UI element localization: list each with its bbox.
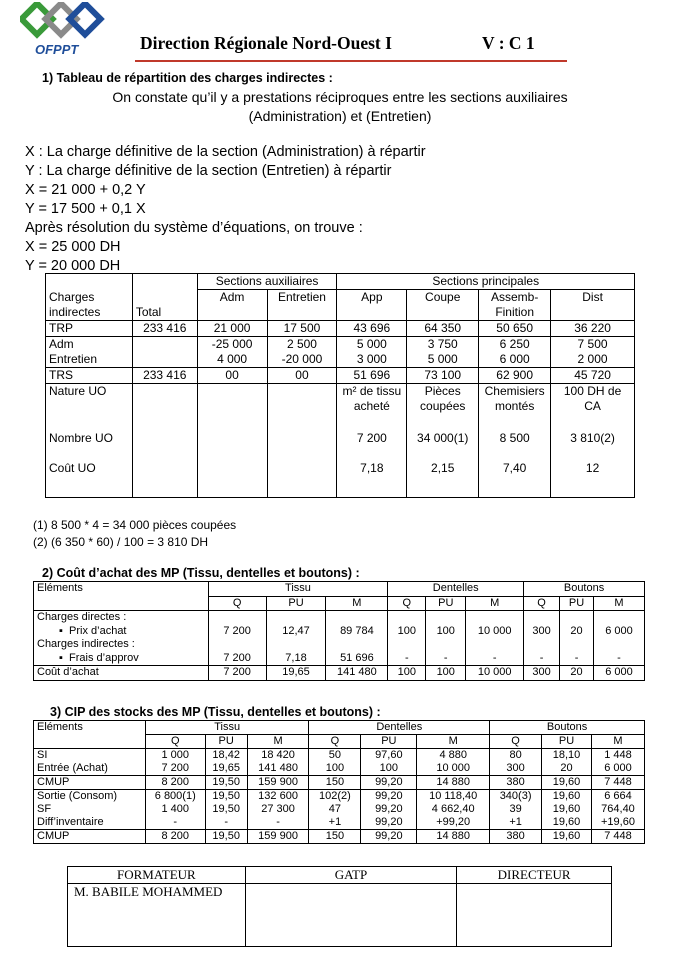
equation-line: Après résolution du système d’équations, on trouve :: [25, 220, 363, 236]
section1-intro-line2: (Administration) et (Entretien): [248, 108, 432, 124]
equation-line: Y = 20 000 DH: [25, 258, 121, 274]
cip-table-body: [34, 749, 645, 844]
table-row: Coût d’achat 7 200 19,65 141 480 100 100 10 000 300 20 6 000: [34, 666, 645, 681]
group-main: Sections principales: [337, 274, 635, 290]
cip-stocks-table: Eléments Tissu Dentelles Boutons Q PU M Q PU M Q PU M SI 1 000 18,42 18 420 50 97,60 4 880 80 18,10 1 448 Entrée (Achat) 7 200 19,65 141 480 100 100 10 000 300 20 6 000 CMUP 8 200 19,50 159 900 150 99,20 14 880 380 19,60 7 448 Sortie (Consom) 6 800(1) 19,50 132 600 102(2) 99,20 10 118,40 340(3) 19,60 6 664 SF 1 400 19,50 27 300 47 99,20 4 662,40 39 19,60 764,40 Diff’inventaire - - - +1 99,20 +99,20 +1 19,60 +19,60 CMUP 8 200 19,50 159 900 150 99,20 14 880 380 19,60 7 448: [33, 720, 645, 844]
table-row: SF 1 400 19,50 27 300 47 99,20 4 662,40 39 19,60 764,40: [34, 803, 645, 816]
equation-line: X : La charge définitive de la section (Administration) à répartir: [25, 144, 426, 160]
section2-title: 2) Coût d’achat des MP (Tissu, dentelles et boutons) :: [42, 566, 360, 580]
signature-formateur-label: FORMATEUR: [68, 867, 246, 884]
table-row: Sortie (Consom) 6 800(1) 19,50 132 600 102(2) 99,20 10 118,40 340(3) 19,60 6 664: [34, 790, 645, 804]
equation-line: X = 25 000 DH: [25, 239, 121, 255]
group-aux: Sections auxiliaires: [197, 274, 337, 290]
col-charges: Charges indirectes: [46, 290, 133, 321]
footnote: (1) 8 500 * 4 = 34 000 pièces coupées: [33, 518, 237, 532]
col-header: Assemb-Finition: [479, 290, 551, 321]
col-header: Dist: [551, 290, 635, 321]
section3-title: 3) CIP des stocks des MP (Tissu, dentelles et boutons) :: [50, 705, 381, 719]
table-row: TRP 233 416 21 000 17 500 43 696 64 350 50 650 36 220: [46, 321, 635, 337]
table-row: SI 1 000 18,42 18 420 50 97,60 4 880 80 18,10 1 448: [34, 749, 645, 763]
table-row: Adm -25 000 2 500 5 000 3 750 6 250 7 500: [46, 337, 635, 353]
table-row: CMUP 8 200 19,50 159 900 150 99,20 14 880 380 19,60 7 448: [34, 776, 645, 790]
repartition-table: [45, 273, 635, 498]
equation-line: X = 21 000 + 0,2 Y: [25, 182, 146, 198]
col-total: Total: [132, 290, 197, 321]
table-row: Entretien 4 000 -20 000 3 000 5 000 6 000 2 000: [46, 352, 635, 368]
table-row: CMUP 8 200 19,50 159 900 150 99,20 14 880 380 19,60 7 448: [34, 830, 645, 844]
logo-diamonds-icon: [20, 2, 115, 42]
logo-text: OFPPT: [35, 42, 79, 57]
signature-directeur-label: DIRECTEUR: [457, 867, 612, 884]
header-version: V : C 1: [482, 33, 535, 53]
equation-line: Y = 17 500 + 0,1 X: [25, 201, 146, 217]
signature-table: [67, 866, 612, 947]
col-header: Coupe: [407, 290, 479, 321]
cout-achat-table: Eléments Tissu Dentelles Boutons Q PU M Q PU M Q PU M Charges directes : ▪ Prix d’achat Charges indirectes : ▪ Frais d’approv 7 200 7 200 12,47 7,18 89 784 51 696 100 - 100 - 10 000 - 300 - 20 - 6 000 - Coût d’achat 7 200 19,65 141 480 100 100 10 000 300 20 6 000: [33, 581, 645, 681]
col-header: Entretien: [267, 290, 337, 321]
section1-intro-line1: On constate qu’il y a prestations réciproques entre les sections auxiliaires: [112, 89, 568, 105]
footnote: (2) (6 350 * 60) / 100 = 3 810 DH: [33, 535, 209, 549]
table-row: Diff’inventaire - - - +1 99,20 +99,20 +1 19,60 +19,60: [34, 816, 645, 830]
table-row: Charges directes : ▪ Prix d’achat Charges indirectes : ▪ Frais d’approv 7 200 7 200 12,47 7,18 89 784 51 696 100 - 100 - 10 000 - 300 - 20 - 6 000 -: [34, 611, 645, 666]
header-title: Direction Régionale Nord-Ouest I: [140, 33, 392, 53]
signature-formateur-name: M. BABILE MOHAMMED: [68, 884, 246, 947]
table-row: Entrée (Achat) 7 200 19,65 141 480 100 100 10 000 300 20 6 000: [34, 762, 645, 776]
col-header: App: [337, 290, 407, 321]
section1-title: 1) Tableau de répartition des charges indirectes :: [42, 71, 333, 85]
col-header: Adm: [197, 290, 267, 321]
table-row: Nature UO Nombre UO Coût UO m² de tissu acheté 7 200 7,18 Pièces coupées 34 000(1) 2,15 Chemisiers montés 8 500 7,40 100 DH de CA 3 810(2) 12: [46, 384, 635, 498]
equation-line: Y : La charge définitive de la section (Entretien) à répartir: [25, 163, 392, 179]
header-divider: [135, 60, 567, 62]
table-row: TRS 233 416 00 00 51 696 73 100 62 900 45 720: [46, 368, 635, 384]
signature-gatp-label: GATP: [245, 867, 456, 884]
ofppt-logo: [20, 2, 115, 60]
